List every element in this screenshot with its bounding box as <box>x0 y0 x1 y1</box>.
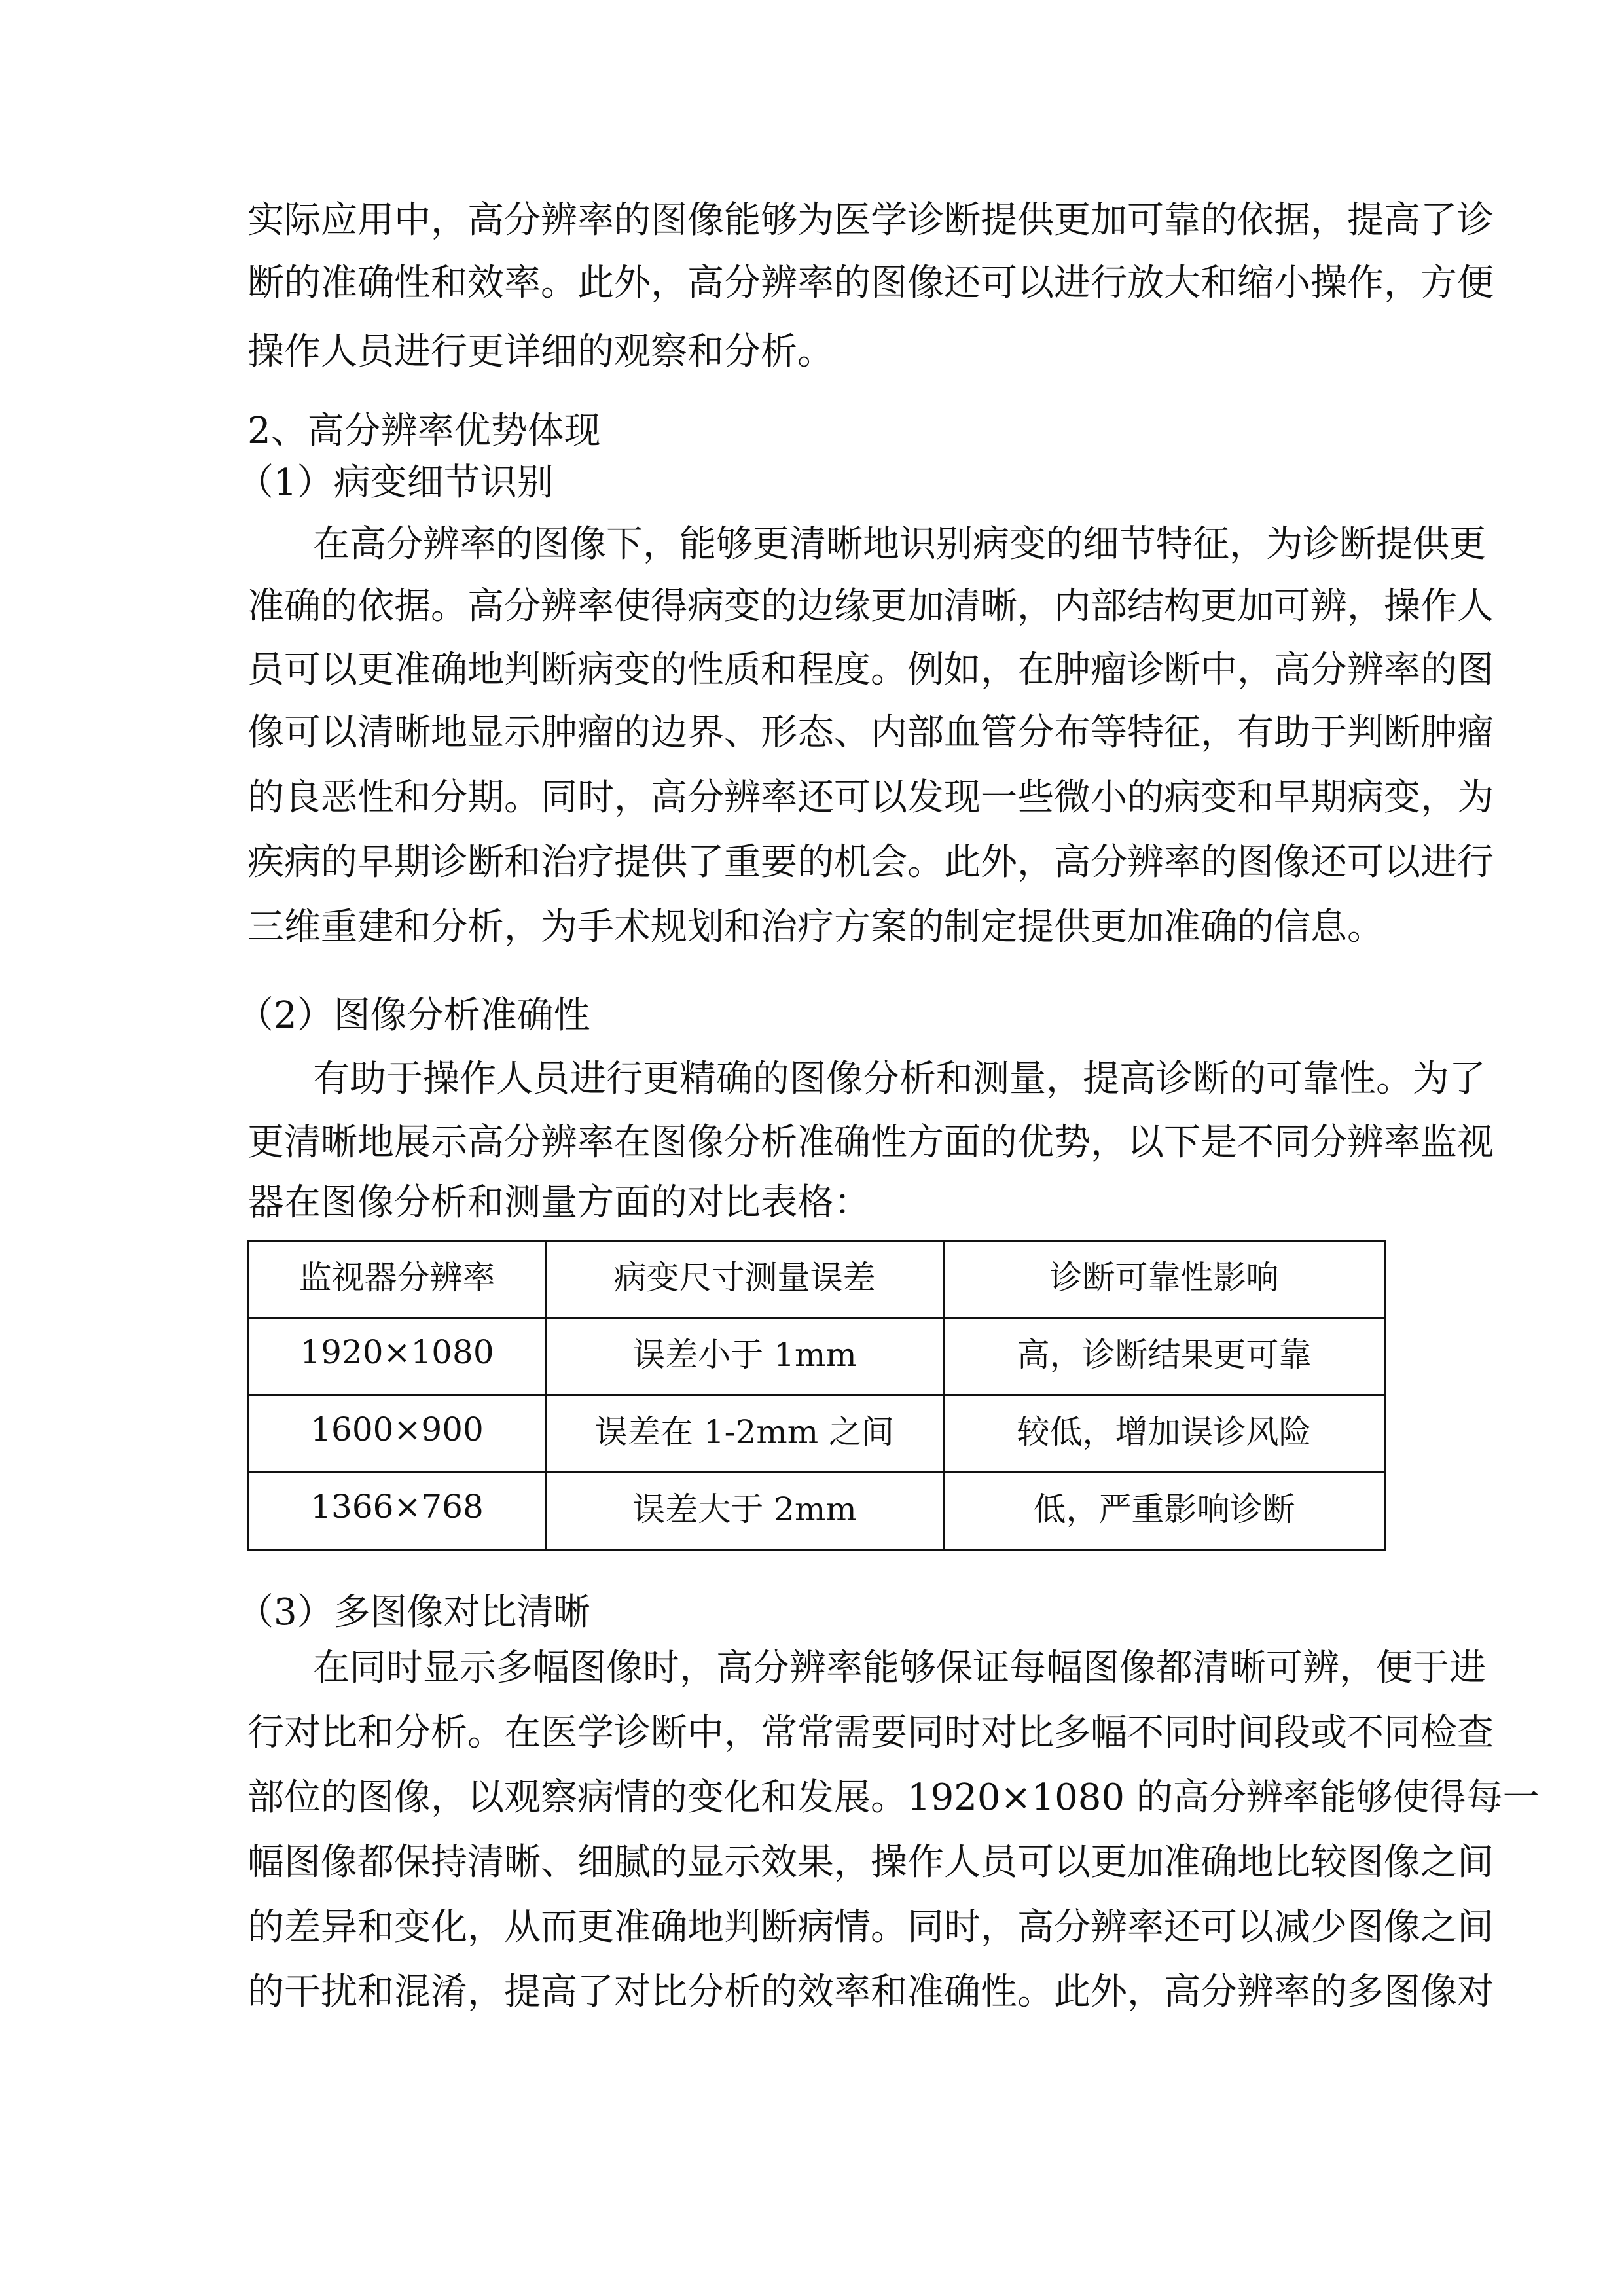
subsection-heading-2: （2）图像分析准确性 <box>237 994 590 1037</box>
table-cell: 1366×768 <box>249 1473 546 1550</box>
paragraph-line: 器在图像分析和测量方面的对比表格： <box>247 1181 871 1224</box>
header-cell: 诊断可靠性影响 <box>944 1241 1385 1318</box>
paragraph-line: 疾病的早期诊断和治疗提供了重要的机会。此外，高分辨率的图像还可以进行 <box>247 841 1494 884</box>
paragraph-line: 在同时显示多幅图像时，高分辨率能够保证每幅图像都清晰可辨，便于进 <box>313 1647 1486 1689</box>
table-cell: 误差小于 1mm <box>546 1318 944 1395</box>
table-cell: 较低，增加误诊风险 <box>944 1395 1385 1473</box>
paragraph-line: 的干扰和混淆，提高了对比分析的效率和准确性。此外，高分辨率的多图像对 <box>247 1971 1494 2013</box>
paragraph-line: 准确的依据。高分辨率使得病变的边缘更加清晰，内部结构更加可辨，操作人 <box>247 585 1494 628</box>
paragraph-line: 的差异和变化，从而更准确地判断病情。同时，高分辨率还可以减少图像之间 <box>247 1906 1494 1948</box>
comparison-table <box>247 1240 1386 1551</box>
paragraph-line: 员可以更准确地判断病变的性质和程度。例如，在肿瘤诊断中，高分辨率的图 <box>247 649 1494 691</box>
paragraph-line: 更清晰地展示高分辨率在图像分析准确性方面的优势，以下是不同分辨率监视 <box>247 1121 1494 1164</box>
table-cell: 误差大于 2mm <box>546 1473 944 1550</box>
paragraph-line: 行对比和分析。在医学诊断中，常常需要同时对比多幅不同时间段或不同检查 <box>247 1712 1494 1754</box>
table-cell: 误差在 1-2mm 之间 <box>546 1395 944 1473</box>
paragraph-line: 操作人员进行更详细的观察和分析。 <box>247 331 834 373</box>
paragraph-line: 断的准确性和效率。此外，高分辨率的图像还可以进行放大和缩小操作，方便 <box>247 262 1494 304</box>
table-row <box>249 1318 1385 1395</box>
subsection-heading-1: （1）病变细节识别 <box>237 461 554 504</box>
table-cell: 低，严重影响诊断 <box>944 1473 1385 1550</box>
table-row <box>249 1473 1385 1550</box>
table-cell: 1600×900 <box>249 1395 546 1473</box>
paragraph-line: 在高分辨率的图像下，能够更清晰地识别病变的细节特征，为诊断提供更 <box>313 523 1486 565</box>
paragraph-line: 幅图像都保持清晰、细腻的显示效果，操作人员可以更加准确地比较图像之间 <box>247 1841 1494 1884</box>
subsection-heading-3: （3）多图像对比清晰 <box>237 1591 590 1634</box>
paragraph-line: 有助于操作人员进行更精确的图像分析和测量，提高诊断的可靠性。为了 <box>313 1058 1486 1100</box>
table-cell: 1920×1080 <box>249 1318 546 1395</box>
paragraph-line: 三维重建和分析，为手术规划和治疗方案的制定提供更加准确的信息。 <box>247 906 1384 948</box>
section-heading: 2、高分辨率优势体现 <box>247 410 601 452</box>
paragraph-line: 的良恶性和分期。同时，高分辨率还可以发现一些微小的病变和早期病变，为 <box>247 776 1494 819</box>
header-cell: 病变尺寸测量误差 <box>546 1241 944 1318</box>
paragraph-line: 实际应用中，高分辨率的图像能够为医学诊断提供更加可靠的依据，提高了诊 <box>247 199 1494 242</box>
paragraph-line: 像可以清晰地显示肿瘤的边界、形态、内部血管分布等特征，有助于判断肿瘤 <box>247 711 1494 754</box>
table-header-row <box>249 1241 1385 1318</box>
table-cell: 高，诊断结果更可靠 <box>944 1318 1385 1395</box>
paragraph-line: 部位的图像，以观察病情的变化和发展。1920×1080 的高分辨率能够使得每一 <box>247 1776 1540 1819</box>
header-cell: 监视器分辨率 <box>249 1241 546 1318</box>
table-row <box>249 1395 1385 1473</box>
